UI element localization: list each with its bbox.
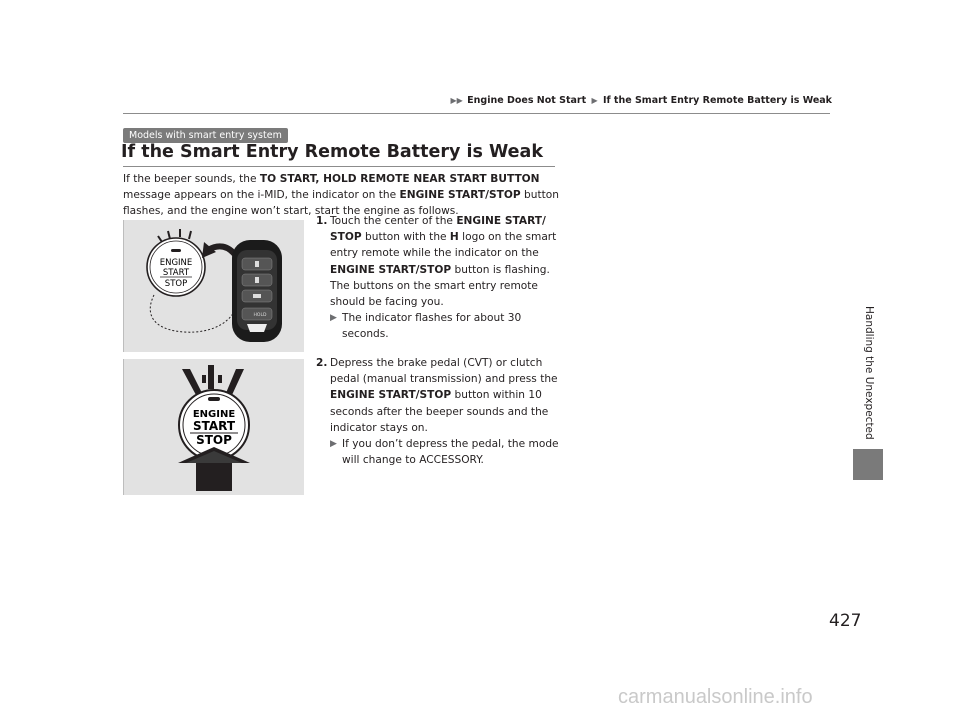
header-divider xyxy=(123,113,830,114)
illustration-touch-remote xyxy=(123,220,304,352)
double-arrow-icon: ▶▶ xyxy=(450,96,463,105)
step-number: 2. xyxy=(316,357,328,369)
start-button-label-engine: ENGINE xyxy=(159,258,193,268)
side-tab-label: Handling the Unexpected xyxy=(863,306,875,440)
step-note: ▶ If you don’t depress the pedal, the mode will change to ACCESSORY. xyxy=(330,438,559,467)
start-button-label-stop: STOP xyxy=(196,433,232,447)
breadcrumb-item: Engine Does Not Start xyxy=(467,95,587,106)
watermark: carmanualsonline.info xyxy=(618,686,813,708)
start-button-label-stop: STOP xyxy=(164,279,188,289)
intro-paragraph: If the beeper sounds, the TO START, HOLD REMOTE NEAR START BUTTON message appears on the i-MID, the indicator on the ENGINE START/STOP button flashes, and the engine won’t start, start the engine as follows. xyxy=(123,173,559,218)
start-button-label-start: START xyxy=(192,419,236,433)
step-text: Depress the brake pedal (CVT) or clutch pedal (manual transmission) and press the ENGINE START/STOP button within 10 seconds after the beeper sounds and the indicator stays on. ▶ If you don’t depress the pedal, the mode will change to ACCESSORY. xyxy=(316,355,561,468)
step-2 xyxy=(316,355,561,468)
start-button-label-engine: ENGINE xyxy=(192,409,236,420)
step-note: ▶ The indicator flashes for about 30 seconds. xyxy=(330,312,522,341)
breadcrumb-item: If the Smart Entry Remote Battery is Weak xyxy=(602,95,832,106)
arrow-icon: ▶ xyxy=(591,96,598,105)
illustration-press-button xyxy=(123,359,304,495)
page-number: 427 xyxy=(829,611,862,631)
note-arrow-icon: ▶ xyxy=(330,439,337,450)
step-text: Touch the center of the ENGINE START/ STOP button with the H logo on the smart entry remote while the indicator on the ENGINE START/STOP button is flashing. The buttons on the smart entry remote should be facing you. ▶ The indicator flashes for about 30 seconds. xyxy=(316,213,561,343)
press-start-illustration xyxy=(124,359,304,495)
remote-hold-label: HOLD xyxy=(253,313,267,318)
step-1 xyxy=(316,213,561,343)
page-title: If the Smart Entry Remote Battery is Weak xyxy=(121,142,543,162)
title-divider xyxy=(123,166,555,167)
breadcrumb xyxy=(450,95,832,106)
side-tab-marker xyxy=(853,449,883,480)
model-tag: Models with smart entry system xyxy=(123,128,288,143)
remote-touch-illustration xyxy=(124,220,304,352)
note-arrow-icon: ▶ xyxy=(330,313,337,324)
step-number: 1. xyxy=(316,215,328,227)
start-button-label-start: START xyxy=(162,268,190,278)
